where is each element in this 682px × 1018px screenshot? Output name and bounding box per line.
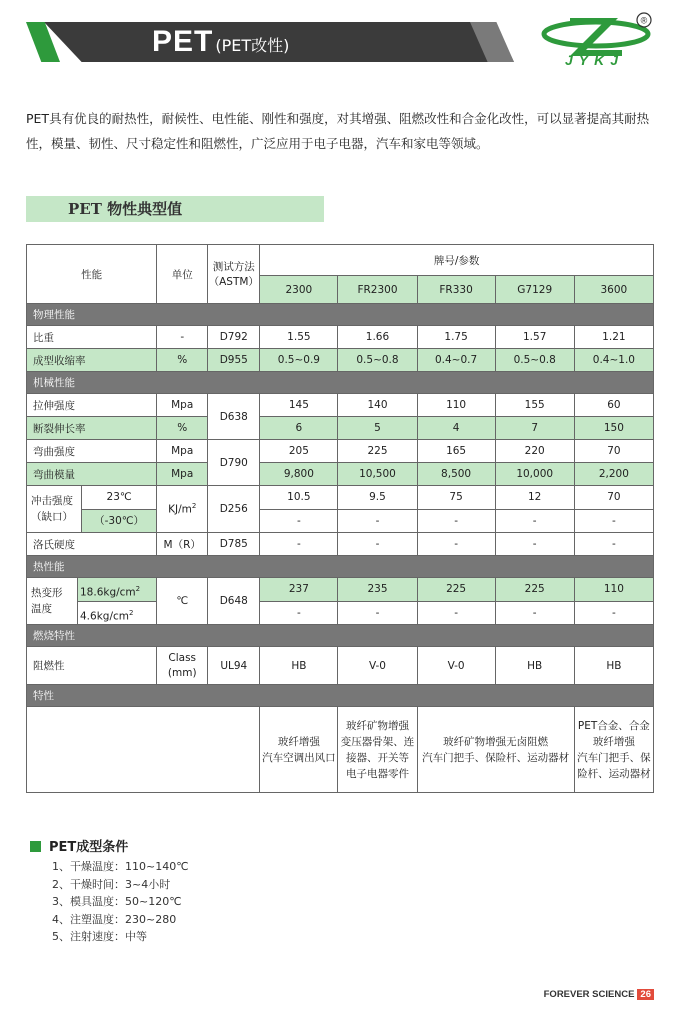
property-method: D648 — [208, 578, 260, 625]
property-name: 洛氏硬度 — [27, 533, 157, 556]
load-text: 18.6kg/cm — [80, 586, 136, 599]
value-cell: - — [417, 601, 495, 625]
value-cell: 9.5 — [338, 486, 417, 510]
impact-temp: （-30℃） — [82, 510, 156, 532]
property-name: 阻燃性 — [27, 647, 157, 685]
value-cell: HB — [260, 647, 338, 685]
property-unit: Mpa — [157, 463, 208, 486]
value-cell: 70 — [574, 486, 653, 510]
load-text: 4.6kg/cm — [80, 610, 129, 623]
value-cell: 7 — [495, 417, 574, 440]
value-cell: 140 — [338, 394, 417, 417]
header-property: 性能 — [27, 245, 157, 304]
value-cell: 5 — [338, 417, 417, 440]
value-cell: 225 — [495, 578, 574, 602]
property-unit: Mpa — [157, 394, 208, 417]
category-row — [27, 685, 654, 707]
property-unit: - — [157, 326, 208, 349]
property-name: 温度 — [31, 603, 52, 615]
unit-text: KJ/m — [168, 503, 192, 516]
page-title-sub: (PET改性) — [215, 36, 290, 55]
property-name: 比重 — [27, 326, 157, 349]
grade-header: G7129 — [495, 276, 574, 304]
feature-cell — [417, 707, 574, 793]
unit-line: (mm) — [167, 666, 197, 679]
value-cell: 0.4~1.0 — [574, 349, 653, 372]
table-row — [27, 647, 654, 685]
property-method: D785 — [208, 533, 260, 556]
value-cell: - — [574, 533, 653, 556]
value-cell: 2,200 — [574, 463, 653, 486]
table-row — [27, 578, 654, 602]
intro-paragraph: PET具有优良的耐热性，耐候性、电性能、刚性和强度，对其增强、阻燃改性和合金化改性，可以显著提高其耐热性，模量、韧性、尺寸稳定性和阻燃性，广泛应用于电子电器，汽车和家电等领域。 — [26, 111, 650, 151]
category-mechanical: 机械性能 — [27, 372, 654, 394]
grade-header: FR330 — [417, 276, 495, 304]
section-title: PET 物性典型值 — [26, 196, 324, 222]
value-cell: - — [574, 601, 653, 625]
feature-line: 玻纤增强 — [592, 735, 635, 748]
unit-line: Class — [168, 651, 197, 664]
bullet-square-icon — [30, 841, 41, 852]
value-cell: - — [495, 601, 574, 625]
category-flame: 燃烧特性 — [27, 625, 654, 647]
property-name: 弯曲模量 — [27, 463, 157, 486]
value-cell: 0.5~0.8 — [338, 349, 417, 372]
property-unit: % — [157, 417, 208, 440]
registered-symbol: ® — [640, 15, 648, 26]
list-item: 4、注塑温度：230~280 — [52, 912, 177, 926]
table-row — [27, 417, 654, 440]
value-cell: - — [338, 533, 417, 556]
load-sup: 2 — [135, 585, 141, 593]
property-unit: % — [157, 349, 208, 372]
value-cell: - — [260, 601, 338, 625]
category-features: 特性 — [27, 685, 654, 707]
property-name: 成型收缩率 — [27, 349, 157, 372]
value-cell: 10.5 — [260, 486, 338, 510]
logo-letters: JYKJ — [565, 52, 625, 68]
molding-list — [52, 858, 189, 946]
value-cell: V-0 — [338, 647, 417, 685]
property-method: D638 — [208, 394, 260, 440]
property-method: D955 — [208, 349, 260, 372]
header-method-line1: 测试方法 — [212, 261, 255, 273]
header-unit: 单位 — [157, 245, 208, 304]
value-cell: - — [338, 601, 417, 625]
grade-header: FR2300 — [338, 276, 417, 304]
property-name: 拉伸强度 — [27, 394, 157, 417]
feature-line: 电子电器零件 — [345, 767, 409, 780]
list-item: 2、干燥时间：3~4小时 — [52, 877, 171, 891]
table-row — [27, 349, 654, 372]
value-cell: 10,500 — [338, 463, 417, 486]
table-row — [27, 463, 654, 486]
value-cell: - — [495, 533, 574, 556]
feature-line: 变压器骨架、连 — [340, 735, 415, 748]
property-method: D792 — [208, 326, 260, 349]
value-cell: HB — [495, 647, 574, 685]
table-row — [27, 707, 654, 793]
feature-cell — [574, 707, 653, 793]
category-row — [27, 304, 654, 326]
header-method-line2: （ASTM） — [208, 276, 259, 288]
molding-title-text: PET成型条件 — [49, 840, 129, 855]
value-cell: 4 — [417, 417, 495, 440]
property-name: 热变形 — [31, 587, 63, 599]
property-unit: Mpa — [157, 440, 208, 463]
impact-temp: 23℃ — [82, 486, 156, 510]
hdt-name-cell — [27, 578, 157, 625]
impact-name-cell — [27, 486, 157, 533]
value-cell: - — [495, 509, 574, 533]
category-row — [27, 556, 654, 578]
table-header-row — [27, 245, 654, 276]
table-row — [27, 326, 654, 349]
value-cell: 110 — [417, 394, 495, 417]
table-row — [27, 440, 654, 463]
value-cell: 237 — [260, 578, 338, 602]
value-cell: 10,000 — [495, 463, 574, 486]
page-number: 26 — [637, 989, 654, 1000]
value-cell: 75 — [417, 486, 495, 510]
feature-line: PET合金、合金 — [577, 719, 650, 732]
value-cell: 1.75 — [417, 326, 495, 349]
value-cell: - — [338, 509, 417, 533]
grade-header: 3600 — [574, 276, 653, 304]
feature-cell — [260, 707, 338, 793]
hdt-load — [78, 578, 156, 602]
category-row — [27, 625, 654, 647]
property-method: D256 — [208, 486, 260, 533]
value-cell: - — [260, 533, 338, 556]
grade-header: 2300 — [260, 276, 338, 304]
value-cell: 0.5~0.9 — [260, 349, 338, 372]
value-cell: 165 — [417, 440, 495, 463]
value-cell: 205 — [260, 440, 338, 463]
property-name: 弯曲强度 — [27, 440, 157, 463]
table-row — [27, 394, 654, 417]
value-cell: 220 — [495, 440, 574, 463]
feature-line: 汽车空调出风口 — [262, 751, 336, 764]
category-physical: 物理性能 — [27, 304, 654, 326]
value-cell: - — [260, 509, 338, 533]
property-unit — [157, 486, 208, 533]
list-item: 1、干燥温度：110~140℃ — [52, 860, 189, 873]
list-item: 3、模具温度：50~120℃ — [52, 895, 182, 908]
value-cell: 225 — [417, 578, 495, 602]
feature-cell — [338, 707, 417, 793]
value-cell: 9,800 — [260, 463, 338, 486]
value-cell: 8,500 — [417, 463, 495, 486]
property-unit — [157, 647, 208, 685]
unit-sup: 2 — [191, 502, 197, 511]
value-cell: 235 — [338, 578, 417, 602]
value-cell: - — [417, 509, 495, 533]
footer-text: FOREVER SCIENCE — [543, 989, 635, 1000]
value-cell: 1.57 — [495, 326, 574, 349]
property-unit: ℃ — [157, 578, 208, 625]
value-cell: 145 — [260, 394, 338, 417]
value-cell: 0.4~0.7 — [417, 349, 495, 372]
property-method: UL94 — [208, 647, 260, 685]
value-cell: - — [574, 509, 653, 533]
value-cell: 110 — [574, 578, 653, 602]
property-name: 冲击强度 — [31, 495, 73, 507]
value-cell: 225 — [338, 440, 417, 463]
property-name-note: （缺口） — [31, 511, 73, 523]
value-cell: 70 — [574, 440, 653, 463]
value-cell: 6 — [260, 417, 338, 440]
feature-line: 玻纤增强 — [277, 735, 320, 748]
feature-line: 玻纤矿物增强 — [345, 719, 409, 732]
feature-line: 接器、开关等 — [345, 751, 409, 764]
value-cell: 150 — [574, 417, 653, 440]
value-cell: 12 — [495, 486, 574, 510]
page-title-main: PET — [152, 25, 214, 58]
feature-line: 玻纤矿物增强无卤阻燃 — [443, 735, 549, 748]
value-cell: HB — [574, 647, 653, 685]
feature-line: 汽车门把手、保险杆、运动器材 — [422, 751, 570, 764]
list-item: 5、注射速度：中等 — [52, 930, 147, 943]
molding-title — [30, 836, 128, 855]
feature-line: 险杆、运动器材 — [577, 767, 651, 780]
header-method — [208, 245, 260, 304]
value-cell: 1.55 — [260, 326, 338, 349]
features-blank — [27, 707, 260, 793]
property-unit: M（R） — [157, 533, 208, 556]
property-method: D790 — [208, 440, 260, 486]
feature-line: 汽车门把手、保 — [577, 751, 651, 764]
header-grades-label: 牌号/参数 — [260, 245, 654, 276]
load-sup: 2 — [128, 609, 134, 617]
hdt-load — [78, 602, 156, 624]
table-row — [27, 533, 654, 556]
property-name: 断裂伸长率 — [27, 417, 157, 440]
value-cell: V-0 — [417, 647, 495, 685]
footer — [544, 989, 654, 1000]
value-cell: - — [417, 533, 495, 556]
value-cell: 1.66 — [338, 326, 417, 349]
table-row — [27, 486, 654, 510]
value-cell: 155 — [495, 394, 574, 417]
category-thermal: 热性能 — [27, 556, 654, 578]
value-cell: 0.5~0.8 — [495, 349, 574, 372]
properties-table — [26, 244, 654, 793]
value-cell: 1.21 — [574, 326, 653, 349]
category-row — [27, 372, 654, 394]
page-title — [152, 22, 289, 62]
value-cell: 60 — [574, 394, 653, 417]
